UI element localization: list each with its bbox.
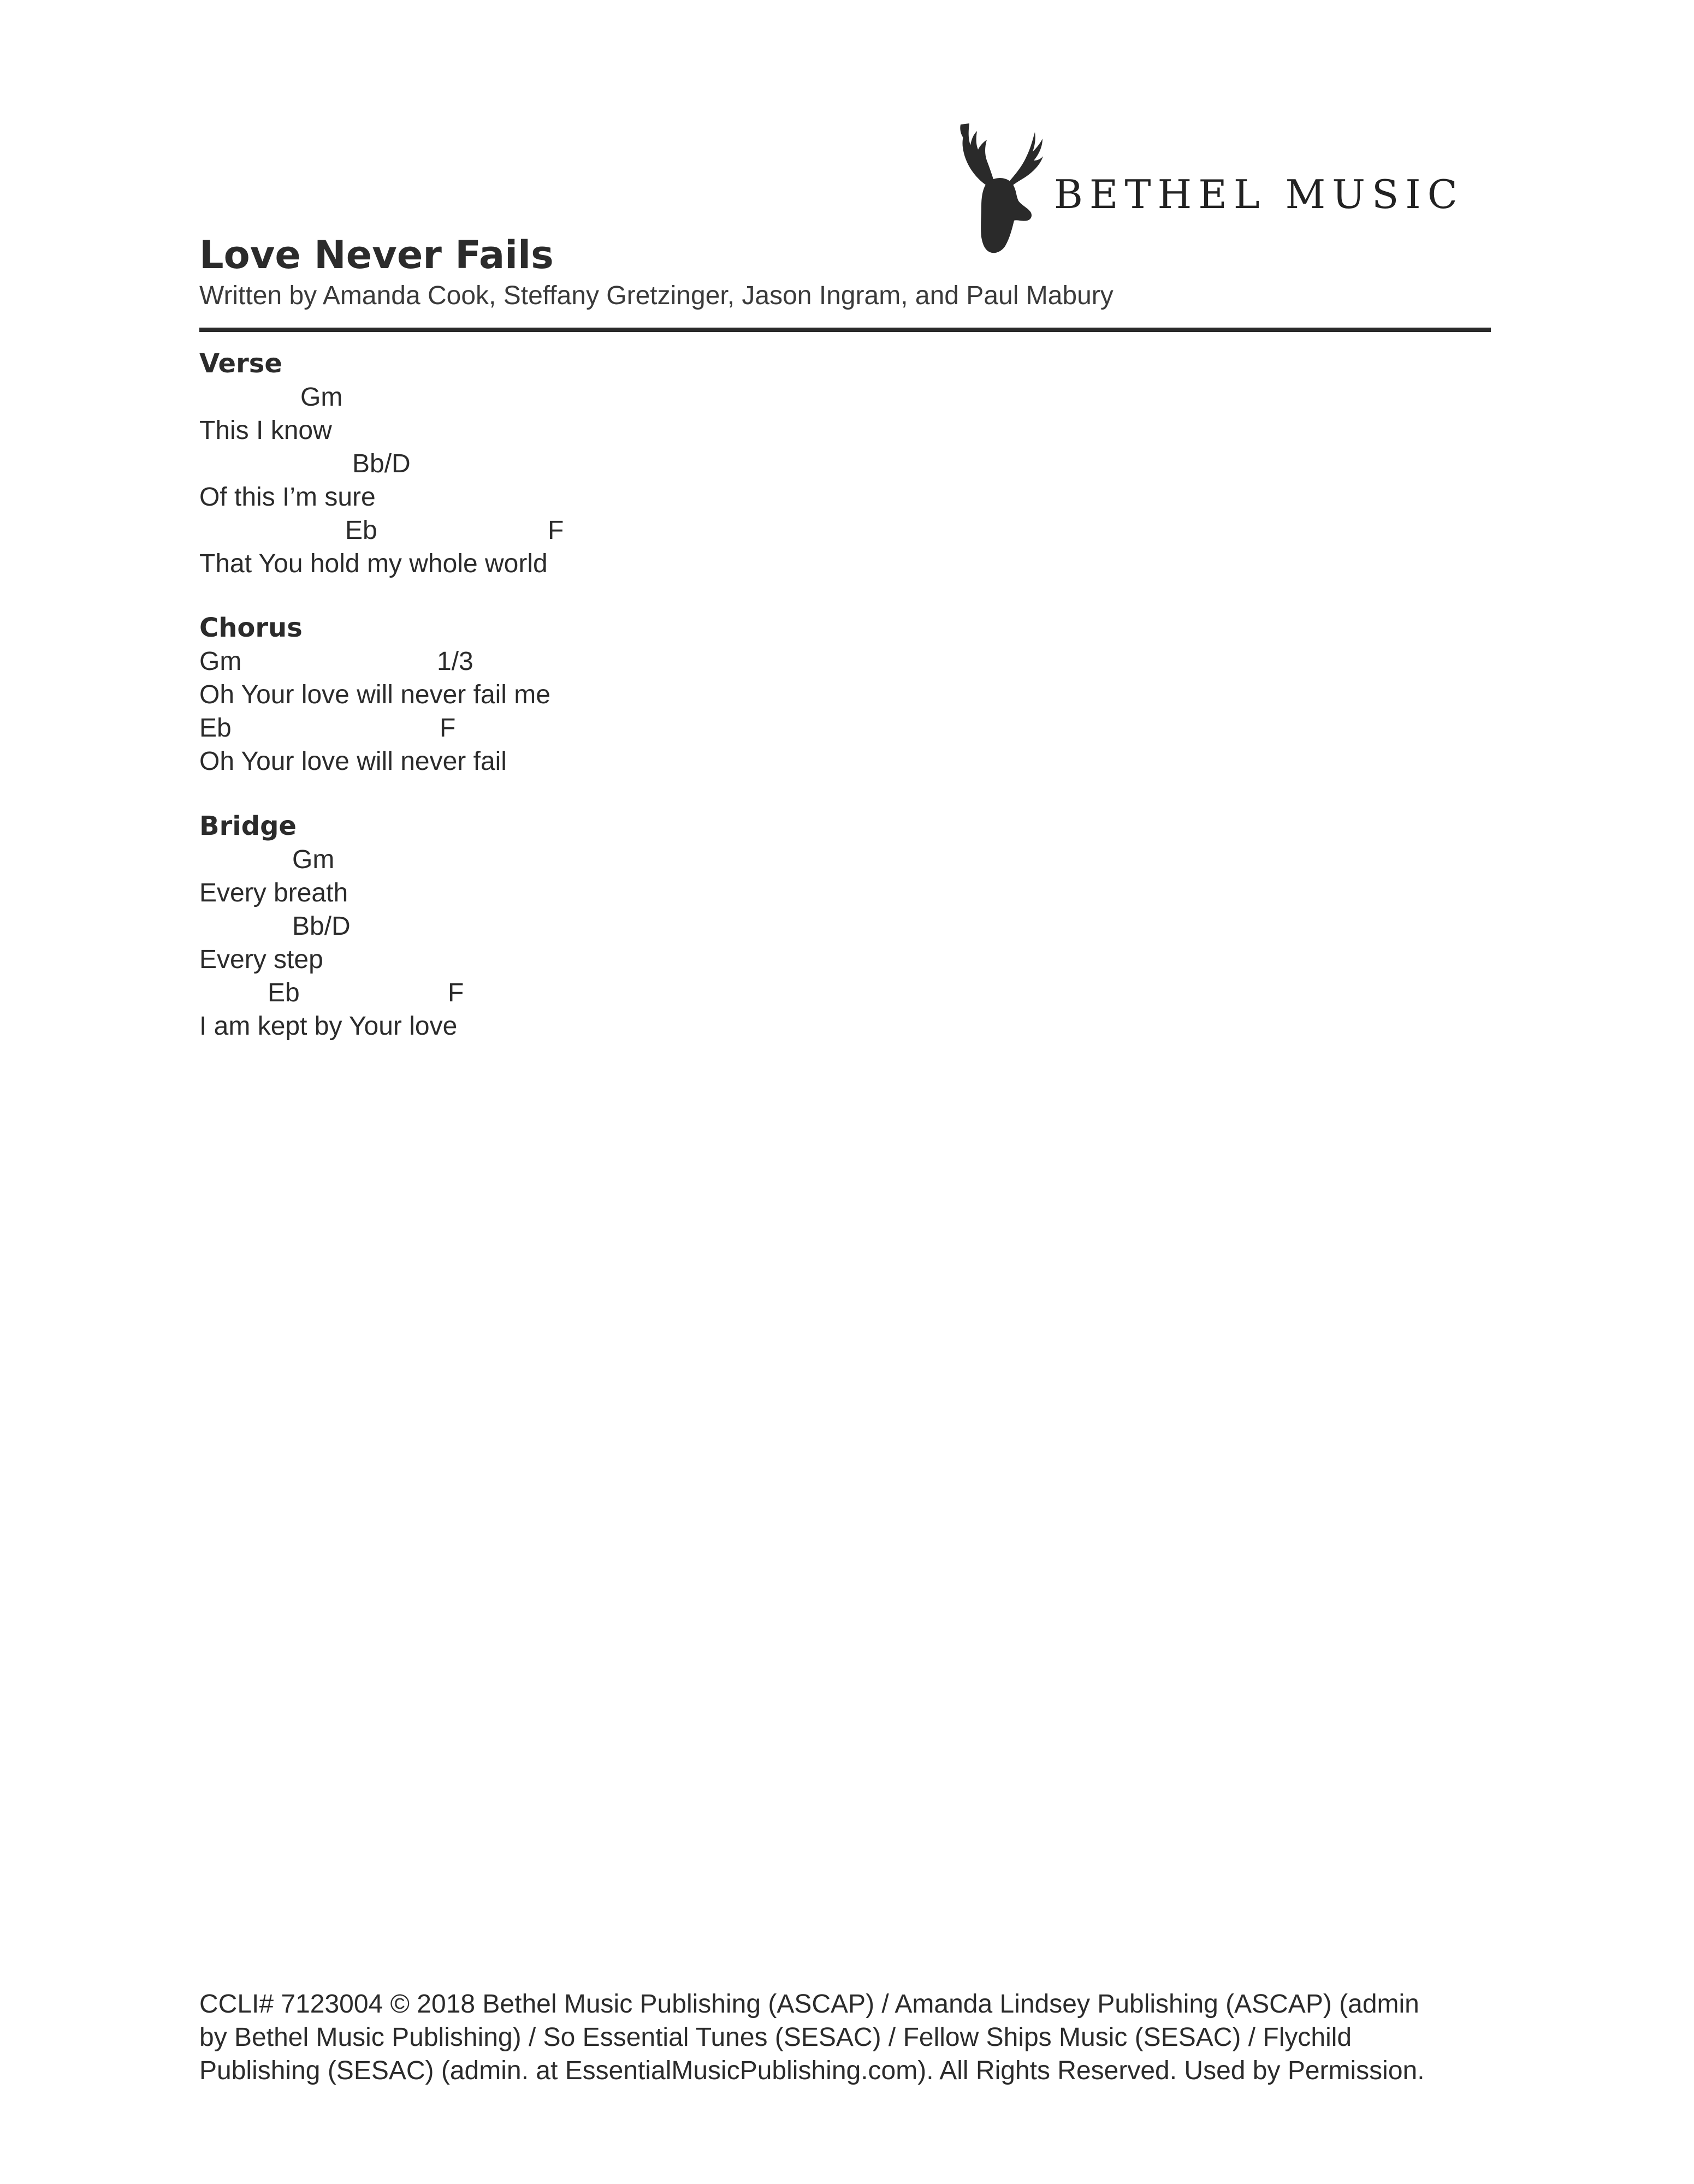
- chord: Gm: [199, 647, 242, 676]
- lyric-line: [199, 910, 1018, 976]
- copyright-footer: [199, 1987, 1510, 2087]
- song-writers: Written by Amanda Cook, Steffany Gretzinger, Jason Ingram, and Paul Mabury: [199, 281, 1113, 310]
- section-chorus: [199, 612, 1018, 778]
- chord: Eb: [345, 516, 377, 545]
- copyright-line: Publishing (SESAC) (admin. at EssentialMusicPublishing.com). All Rights Reserved. Used by Permission.: [199, 2056, 1425, 2085]
- section-verse: [199, 347, 1018, 580]
- chord-row: [199, 843, 1018, 876]
- lyric-line: [199, 843, 1018, 910]
- chord: Bb/D: [292, 912, 351, 941]
- lyric-line: [199, 711, 1018, 778]
- chord: F: [548, 516, 564, 545]
- chord: F: [448, 978, 464, 1007]
- lyric-text: Of this I’m sure: [199, 483, 376, 512]
- stag-head-icon: [953, 120, 1043, 254]
- chord: Gm: [300, 383, 343, 412]
- lyric-text: Every breath: [199, 879, 348, 907]
- lyric-line: [199, 976, 1018, 1043]
- chord-row: [199, 976, 1018, 1010]
- header-divider: [199, 328, 1491, 332]
- bethel-music-logo: [953, 120, 1477, 257]
- lyric-line: [199, 447, 1018, 514]
- chord: F: [440, 714, 456, 743]
- lyric-line: [199, 645, 1018, 711]
- copyright-line: by Bethel Music Publishing) / So Essential Tunes (SESAC) / Fellow Ships Music (SESAC) / Flychild: [199, 2023, 1352, 2052]
- section-heading: Chorus: [199, 613, 303, 643]
- lyric-text: Oh Your love will never fail: [199, 747, 507, 776]
- lyric-text: That You hold my whole world: [199, 549, 548, 578]
- lyric-text: This I know: [199, 416, 332, 445]
- copyright-line: CCLI# 7123004 © 2018 Bethel Music Publishing (ASCAP) / Amanda Lindsey Publishing (ASCAP) (admin: [199, 1990, 1419, 2019]
- lyric-text: Every step: [199, 945, 323, 974]
- chord-row: [199, 514, 1018, 547]
- chord: Eb: [268, 978, 300, 1007]
- lyric-text: I am kept by Your love: [199, 1012, 458, 1041]
- section-bridge: [199, 810, 1018, 1043]
- lyric-line: [199, 381, 1018, 447]
- chord: Bb/D: [352, 449, 411, 478]
- lyric-text: Oh Your love will never fail me: [199, 680, 550, 709]
- chord: Gm: [292, 845, 335, 874]
- section-heading: Bridge: [199, 811, 297, 841]
- chord-row: [199, 447, 1018, 480]
- lyric-line: [199, 514, 1018, 580]
- chord: 1/3: [437, 647, 473, 676]
- chord-row: [199, 645, 1018, 678]
- chord-row: [199, 381, 1018, 414]
- song-title: Love Never Fails: [199, 233, 554, 277]
- chord-row: [199, 711, 1018, 745]
- logo-wordmark: BETHEL MUSIC: [1054, 171, 1464, 217]
- chord: Eb: [199, 714, 232, 743]
- chord-row: [199, 910, 1018, 943]
- section-heading: Verse: [199, 348, 282, 379]
